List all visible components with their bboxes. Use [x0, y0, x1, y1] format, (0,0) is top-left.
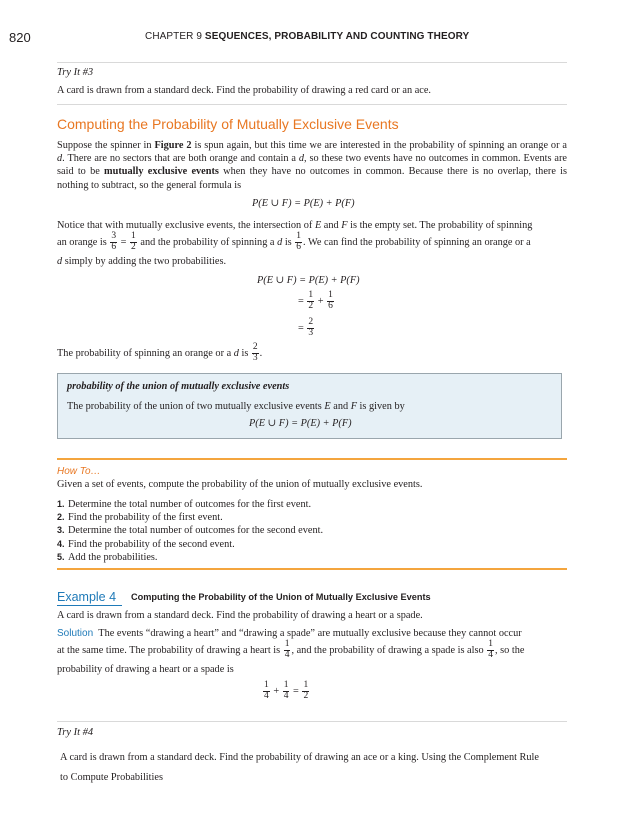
try-it-3-text: A card is drawn from a standard deck. Find the probability of drawing a red card or an ace.	[57, 85, 431, 96]
paragraph-intro: Suppose the spinner in Figure 2 is spun again, but this time we are interested in the probability of spinning an orange or a d. There are no sectors that are both orange and contain a d, so these two events have no outcomes in common. Events are said to be mutually exclusive events when they have no outcomes in common. Because there is no overlap, there is nothing to subtract, so the general formula is	[57, 140, 568, 191]
example-underline	[57, 605, 122, 606]
howto-bottom-rule	[57, 568, 567, 570]
formula-union: P(E ∪ F) = P(E) + P(F)	[252, 198, 355, 209]
fraction: $\frac{1}{2}$	[308, 290, 314, 311]
paragraph-spinner-probs: an orange is $\frac{3}{6}$ = $\frac{1}{2}$ and the probability of spinning a d is $\frac{1}{6}$ . We can find the probability of spinning an orange or a	[57, 231, 531, 252]
fraction: $\frac{1}{4}$	[284, 639, 290, 660]
try-it-4-label: Try It #4	[57, 727, 94, 738]
example-problem: A card is drawn from a standard deck. Find the probability of drawing a heart or a spade.	[57, 610, 423, 621]
howto-intro: Given a set of events, compute the probability of the union of mutually exclusive events.	[57, 479, 423, 490]
list-item: 1. Determine the total number of outcomes for the first event.	[57, 499, 312, 510]
fraction: $\frac{1}{4}$	[283, 680, 289, 701]
definition-text: The probability of the union of two mutually exclusive events E and F is given by	[67, 401, 405, 412]
howto-top-rule	[57, 458, 567, 460]
example-solution-line-2: at the same time. The probability of drawing a heart is $\frac{1}{4}$ , and the probability of drawing a spade is also $\frac{1}{4}$ , so the	[57, 639, 525, 660]
list-item: 4. Find the probability of the second event.	[57, 538, 235, 550]
try-it-3-label: Try It #3	[57, 67, 94, 78]
divider	[57, 62, 567, 63]
howto-label: How To…	[57, 466, 101, 477]
list-item: 2. Find the probability of the first event.	[57, 512, 223, 524]
example-solution-line-3: probability of drawing a heart or a spade is	[57, 664, 234, 675]
fraction: $\frac{1}{2}$	[131, 231, 136, 252]
solution-label: Solution	[57, 628, 94, 639]
chapter-label: CHAPTER 9	[145, 31, 203, 42]
divider	[57, 721, 567, 722]
example-title: Computing the Probability of the Union of Mutually Exclusive Events	[131, 592, 431, 602]
fraction: $\frac{3}{6}$	[111, 231, 117, 252]
fraction: $\frac{1}{6}$	[296, 231, 302, 252]
list-item: 3. Determine the total number of outcomes for the second event.	[57, 525, 324, 537]
definition-box	[57, 373, 562, 439]
paragraph-intersection: Notice that with mutually exclusive events, the intersection of E and F is the empty set. The probability of spinning	[57, 220, 533, 231]
try-it-4-line-2: to Compute Probabilities	[60, 772, 163, 783]
paragraph-adding: d simply by adding the two probabilities.	[57, 256, 227, 267]
definition-title: probability of the union of mutually exclusive events	[67, 381, 290, 392]
list-item: 5. Add the probabilities.	[57, 551, 158, 563]
fraction: $\frac{2}{3}$	[308, 317, 314, 338]
running-head	[145, 31, 469, 43]
derivation-line-3: = $\frac{2}{3}$	[298, 317, 314, 338]
example-label: Example 4	[57, 590, 117, 604]
definition-formula: P(E ∪ F) = P(E) + P(F)	[249, 418, 352, 429]
paragraph-result: The probability of spinning an orange or a d is $\frac{2}{3}$ .	[57, 342, 263, 363]
section-title: Computing the Probability of Mutually Exclusive Events	[57, 116, 399, 132]
howto-steps	[57, 499, 323, 565]
fraction: $\frac{2}{3}$	[252, 342, 258, 363]
example-result-equation: $\frac{1}{4}$ + $\frac{1}{4}$ = $\frac{1}{2}$	[264, 680, 309, 701]
fraction: $\frac{1}{4}$	[488, 639, 493, 660]
derivation-line-2: = $\frac{1}{2}$ + $\frac{1}{6}$	[298, 290, 333, 311]
page-number: 820	[9, 30, 31, 45]
fraction: $\frac{1}{6}$	[328, 290, 333, 311]
divider	[57, 104, 567, 105]
try-it-4-line-1: A card is drawn from a standard deck. Find the probability of drawing an ace or a king. Using the Complement Rule	[60, 752, 539, 763]
fraction: $\frac{1}{2}$	[303, 680, 309, 701]
example-solution-line-1: Solution The events “drawing a heart” and “drawing a spade” are mutually exclusive because they cannot occur	[57, 628, 522, 639]
fraction: $\frac{1}{4}$	[264, 680, 269, 701]
derivation-line-1: P(E ∪ F) = P(E) + P(F)	[257, 275, 360, 286]
chapter-title: SEQUENCES, PROBABILITY AND COUNTING THEORY	[204, 31, 470, 42]
